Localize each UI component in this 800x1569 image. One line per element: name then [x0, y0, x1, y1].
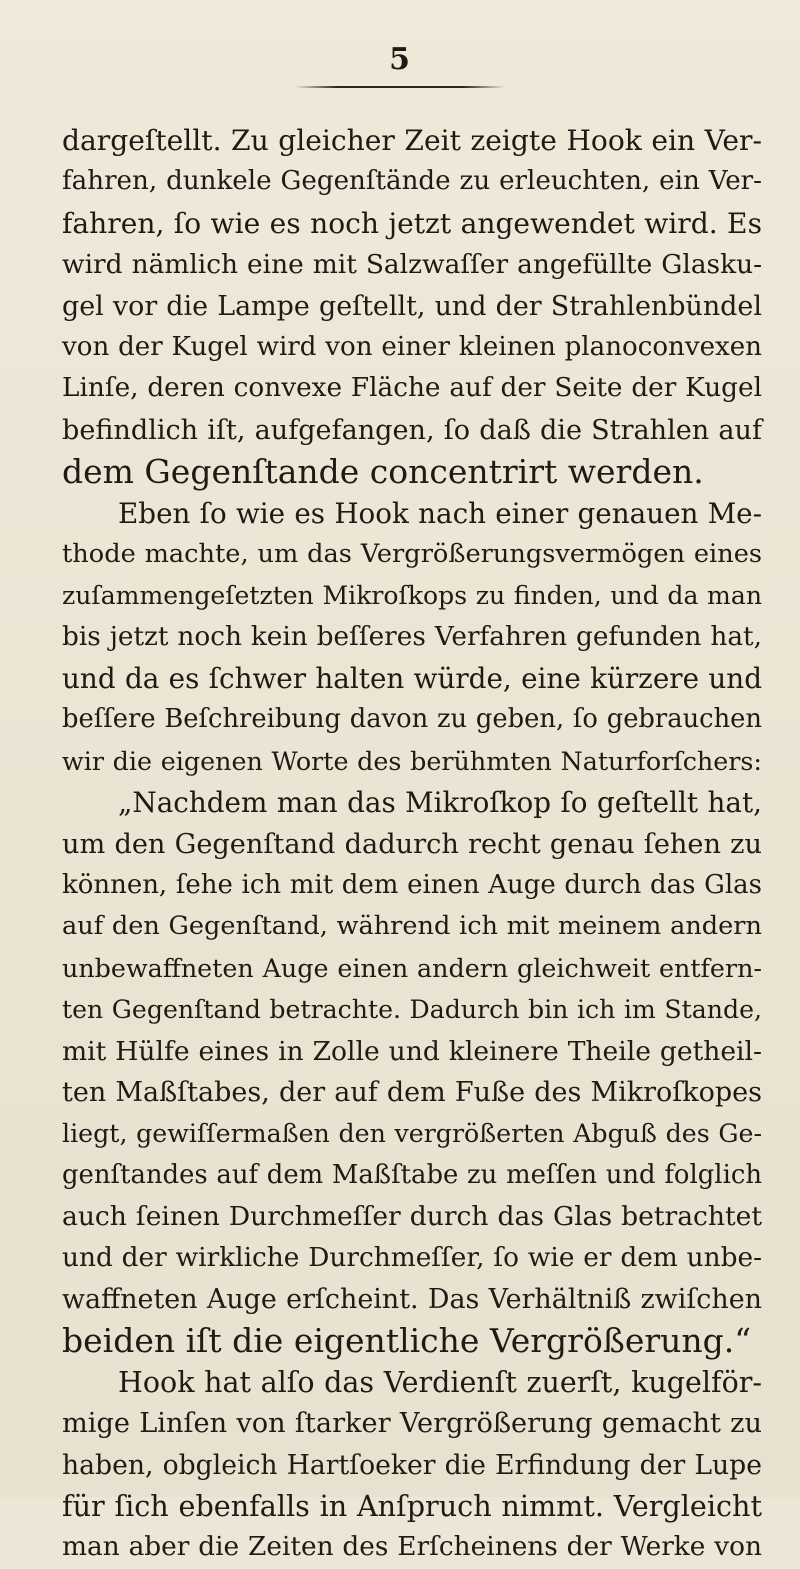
text-line: fahren, ſo wie es noch jetzt angewendet wird. Es — [62, 206, 762, 240]
text-line: ten Maßſtabes, der auf dem Fuße des Mikroſkopes — [62, 1076, 762, 1108]
text-line: Eben ſo wie es Hook nach einer genauen Me- — [118, 496, 762, 530]
text-line: Hook hat alſo das Verdienſt zuerſt, kugelför- — [118, 1365, 762, 1399]
text-line: mige Linſen von ſtarker Vergrößerung gemacht zu — [62, 1408, 762, 1440]
text-line: befindlich iſt, aufgefangen, ſo daß die Strahlen auf — [62, 414, 762, 446]
page-number: 5 — [389, 42, 411, 77]
text-line: beſſere Beſchreibung davon zu geben, ſo gebrauchen — [62, 704, 762, 735]
text-line: genſtandes auf dem Maßſtabe zu meſſen und folglich — [62, 1159, 762, 1190]
body-text — [62, 120, 762, 1569]
text-line: für ſich ebenfalls in Anſpruch nimmt. Vergleicht — [62, 1488, 762, 1523]
text-line: wir die eigenen Worte des berühmten Naturforſchers: — [62, 745, 762, 776]
text-line: thode machte, um das Vergrößerungsvermögen eines — [62, 538, 762, 569]
header-rule — [295, 86, 505, 88]
page-header — [0, 40, 800, 88]
text-line: man aber die Zeiten des Erſcheinens der Werke von — [62, 1532, 762, 1563]
text-line: liegt, gewiſſermaßen den vergrößerten Abguß des Ge- — [62, 1119, 762, 1149]
text-line: haben, obgleich Hartſoeker die Erfindung der Lupe — [62, 1449, 762, 1481]
text-line: dargeſtellt. Zu gleicher Zeit zeigte Hook ein Ver- — [62, 124, 762, 157]
text-line: fahren, dunkele Gegenſtände zu erleuchten, ein Ver- — [62, 166, 762, 197]
text-line: und da es ſchwer halten würde, eine kürzere und — [62, 662, 762, 696]
text-line: auch ſeinen Durchmeſſer durch das Glas betrachtet — [62, 1201, 762, 1233]
text-line: dem Gegenſtande concentrirt werden. — [62, 452, 704, 492]
text-line: wird nämlich eine mit Salzwaſſer angefüllte Glasku- — [62, 249, 762, 281]
text-line: beiden iſt die eigentliche Vergrößerung.“ — [62, 1321, 752, 1361]
text-line: waffneten Auge erſcheint. Das Verhältniß zwiſchen — [62, 1283, 762, 1315]
text-line: unbewaffneten Auge einen andern gleichweit entfern- — [62, 952, 762, 983]
text-line: gel vor die Lampe geſtellt, und der Strahlenbündel — [62, 290, 762, 322]
text-line: von der Kugel wird von einer kleinen planoconvexen — [62, 331, 762, 362]
text-line: bis jetzt noch kein beſſeres Verfahren gefunden hat, — [62, 621, 762, 652]
text-line: um den Gegenſtand dadurch recht genau ſehen zu — [62, 828, 762, 860]
text-line: können, ſehe ich mit dem einen Auge durch das Glas — [62, 870, 762, 901]
text-line: zuſammengeſetzten Mikroſkops zu finden, und da man — [62, 581, 762, 611]
text-line: und der wirkliche Durchmeſſer, ſo wie er dem unbe- — [62, 1242, 762, 1273]
text-line: ten Gegenſtand betrachte. Dadurch bin ich im Stande, — [62, 995, 762, 1025]
text-line: auf den Gegenſtand, während ich mit meinem andern — [62, 911, 762, 942]
text-line: Linſe, deren convexe Fläche auf der Seite der Kugel — [62, 373, 762, 404]
text-line: „Nachdem man das Mikroſkop ſo geſtellt hat, — [118, 786, 762, 820]
text-line: mit Hülfe eines in Zolle und kleinere Theile getheil- — [62, 1035, 762, 1067]
